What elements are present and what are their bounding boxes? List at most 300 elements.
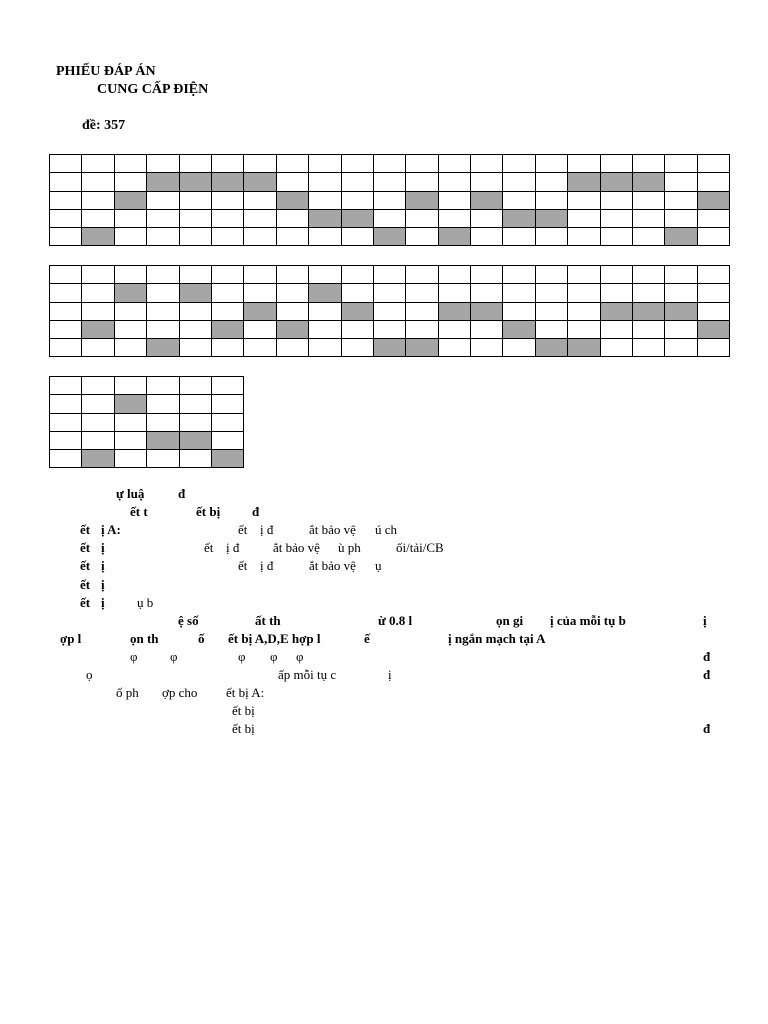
answer-cell [114,320,146,338]
answer-cell [373,155,405,173]
answer-cell-marked [633,302,665,320]
answer-cell [438,266,470,284]
answer-cell [373,173,405,191]
answer-cell [568,266,600,284]
answer-cell [82,155,114,173]
answer-cell [373,320,405,338]
answer-cell [438,173,470,191]
answer-cell [82,284,114,302]
answer-cell [341,284,373,302]
essay-line [0,703,768,719]
essay-text-fragment: φ [170,648,178,664]
answer-cell-marked [438,302,470,320]
answer-cell [600,228,632,246]
essay-line [0,667,768,683]
essay-text-fragment: ọn gi [496,612,524,628]
grid-row [50,395,244,413]
answer-cell [633,339,665,357]
essay-text-fragment: ị [101,576,105,592]
essay-text-fragment: ết [80,576,91,592]
answer-cell [211,395,243,413]
answer-cell [309,191,341,209]
answer-cell-marked [503,209,535,227]
essay-text-fragment: đ [178,486,186,501]
answer-cell [50,228,82,246]
answer-cell [406,155,438,173]
answer-cell-marked [600,302,632,320]
answer-cell [82,191,114,209]
essay-text-fragment: ết [238,558,248,574]
essay-text-fragment: ết bị [232,703,255,719]
answer-cell [147,302,179,320]
answer-cell [471,320,503,338]
essay-line [0,595,768,611]
essay-text-fragment: ết bị [196,504,221,520]
answer-cell [471,284,503,302]
answer-cell [373,302,405,320]
answer-cell [406,266,438,284]
answer-cell [211,191,243,209]
essay-text-fragment: ết bị A: [226,685,265,701]
essay-text-fragment: ị của mỗi tụ b [550,612,626,628]
answer-cell [341,339,373,357]
answer-cell [600,284,632,302]
answer-cell [244,266,276,284]
answer-cell [147,155,179,173]
essay-text-fragment: ị A: [101,522,121,538]
answer-cell [503,228,535,246]
answer-cell [535,228,567,246]
answer-cell [503,302,535,320]
essay-text-fragment: ết [238,522,248,538]
answer-cell [503,191,535,209]
answer-cell [600,266,632,284]
answer-cell [147,413,179,431]
answer-cell [114,155,146,173]
grid-row [50,173,730,191]
essay-line [0,721,768,737]
grid-row [50,413,244,431]
answer-cell [665,339,697,357]
answer-cell [341,228,373,246]
answer-cell [114,228,146,246]
answer-cell [276,266,308,284]
answer-cell [50,377,82,395]
answer-cell [179,413,211,431]
answer-cell [179,228,211,246]
answer-cell [406,302,438,320]
answer-cell-marked [665,302,697,320]
answer-cell [471,209,503,227]
answer-cell [114,302,146,320]
answer-cell [471,339,503,357]
answer-cell [373,284,405,302]
answer-cell [697,228,729,246]
essay-text-fragment: ù ph [338,540,361,556]
answer-cell [568,209,600,227]
answer-cell [244,209,276,227]
answer-cell [276,302,308,320]
answer-cell [373,191,405,209]
essay-text-fragment: ết [204,540,214,556]
grid-row [50,302,730,320]
answer-cell [50,431,82,449]
essay-text-fragment: ắt bảo vệ [273,540,320,556]
grid-row [50,431,244,449]
essay-text-fragment: ị [101,594,105,610]
answer-cell [147,266,179,284]
essay-text-fragment: φ [130,648,138,664]
answer-cell [211,266,243,284]
essay-text-fragment: đ [252,504,260,520]
answer-cell [633,191,665,209]
answer-cell [568,155,600,173]
answer-cell [600,320,632,338]
answer-cell [211,431,243,449]
essay-text-fragment: ụ b [137,594,154,610]
answer-cell [179,320,211,338]
grid-row [50,320,730,338]
answer-cell-marked [568,339,600,357]
answer-cell [50,266,82,284]
essay-text-fragment: ấp mỗi tụ c [278,667,337,682]
essay-text-fragment: ị đ [260,522,274,538]
answer-cell [82,377,114,395]
answer-cell [471,266,503,284]
essay-text-fragment: ết bị [232,721,255,737]
answer-cell-marked [309,284,341,302]
answer-cell [341,173,373,191]
answer-cell [665,284,697,302]
answer-cell [503,284,535,302]
answer-cell-marked [535,339,567,357]
answer-cell [438,191,470,209]
answer-cell-marked [406,191,438,209]
answer-cell [50,155,82,173]
answer-cell [503,266,535,284]
answer-cell-marked [697,191,729,209]
answer-cell [633,155,665,173]
answer-cell-marked [244,173,276,191]
answer-cell [179,395,211,413]
answer-cell [309,228,341,246]
answer-cell [633,266,665,284]
answer-cell-marked [568,173,600,191]
answer-cell [276,209,308,227]
answer-cell [373,266,405,284]
answer-cell [114,266,146,284]
answer-cell [114,377,146,395]
answer-cell [147,395,179,413]
answer-cell [665,191,697,209]
answer-cell [211,155,243,173]
grid-row [50,284,730,302]
essay-text-fragment: ụ [375,558,382,574]
grid-row [50,339,730,357]
answer-cell [600,339,632,357]
answer-cell [211,377,243,395]
answer-cell [50,413,82,431]
essay-line [0,540,768,556]
answer-cell [406,173,438,191]
answer-cell [114,173,146,191]
answer-cell [535,155,567,173]
answer-cell [438,284,470,302]
answer-cell [535,191,567,209]
essay-text-fragment: ị [101,558,105,574]
answer-cell-marked [309,209,341,227]
answer-cell-marked [697,320,729,338]
answer-cell-marked [373,228,405,246]
essay-line [0,685,768,701]
essay-text-fragment: ố [198,630,205,646]
answer-cell-marked [147,431,179,449]
answer-cell [309,266,341,284]
essay-text-fragment: φ [238,648,246,664]
answer-cell [82,173,114,191]
answer-cell-marked [211,450,243,468]
essay-text-fragment: ọ [86,667,93,682]
answer-cell-marked [114,284,146,302]
answer-cell [244,339,276,357]
essay-line [0,504,768,520]
answer-cell-marked [471,191,503,209]
answer-cell [665,209,697,227]
answer-cell [535,320,567,338]
subject-title: CUNG CẤP ĐIỆN [97,82,209,97]
essay-line [0,649,768,665]
answer-cell [114,431,146,449]
answer-cell-marked [179,431,211,449]
answer-cell [82,209,114,227]
answer-cell [179,377,211,395]
essay-line [0,613,768,629]
answer-cell [50,320,82,338]
essay-text-fragment: đ [703,721,711,737]
essay-text-fragment: ị [703,612,707,628]
essay-text-fragment: ết [80,522,91,538]
essay-line [0,631,768,647]
answer-cell [341,191,373,209]
answer-cell-marked [633,173,665,191]
answer-cell [147,320,179,338]
answer-cell-marked [179,173,211,191]
answer-cell [309,173,341,191]
answer-cell [503,155,535,173]
answer-cell [568,302,600,320]
answer-cell [50,209,82,227]
answer-cell [244,284,276,302]
answer-cell-marked [276,191,308,209]
essay-text-fragment: ú ch [375,522,398,538]
essay-text-fragment: ệ số [178,612,199,628]
answer-cell [568,191,600,209]
answer-cell [373,209,405,227]
answer-cell-marked [82,450,114,468]
answer-cell [50,302,82,320]
answer-cell [276,173,308,191]
essay-text-fragment: ị [388,667,392,682]
answer-cell [568,284,600,302]
essay-text-fragment: ết [80,540,91,556]
answer-cell [535,284,567,302]
answer-cell [211,302,243,320]
answer-cell [600,209,632,227]
answer-cell [147,450,179,468]
answer-cell [179,209,211,227]
answer-cell [147,228,179,246]
answer-cell-marked [438,228,470,246]
answer-cell [633,209,665,227]
answer-cell [50,173,82,191]
answer-cell [665,320,697,338]
answer-cell [438,320,470,338]
answer-cell [406,228,438,246]
essay-text-fragment: ợp cho [162,685,198,701]
answer-cell [600,155,632,173]
answer-cell [697,173,729,191]
answer-cell [406,320,438,338]
answer-cell [568,228,600,246]
answer-cell [309,339,341,357]
answer-cell [341,155,373,173]
answer-cell [438,209,470,227]
answer-cell [276,339,308,357]
essay-text-fragment: ừ 0.8 l [378,612,413,628]
answer-cell [147,191,179,209]
essay-line [0,577,768,593]
exam-code: đề: 357 [82,118,126,133]
answer-cell-marked [147,339,179,357]
essay-text-fragment: ết t [130,504,148,520]
essay-text-fragment: ị [101,540,105,556]
answer-cell [665,173,697,191]
answer-cell [211,339,243,357]
answer-cell [211,413,243,431]
essay-text-fragment: ết bị A,D,E hợp l [228,630,321,646]
answer-cell-marked [147,173,179,191]
answer-cell [244,191,276,209]
answer-cell [665,266,697,284]
answer-cell-marked [406,339,438,357]
answer-cell [82,431,114,449]
answer-cell [82,302,114,320]
answer-cell-marked [665,228,697,246]
essay-text-fragment: ết [80,594,91,610]
answer-cell [179,191,211,209]
answer-cell [276,228,308,246]
answer-cell-marked [114,395,146,413]
answer-cell-marked [341,209,373,227]
answer-grid-2 [49,265,730,357]
essay-text-fragment: ự luậ [116,486,145,501]
grid-row [50,191,730,209]
answer-cell [309,320,341,338]
answer-cell-marked [82,320,114,338]
answer-cell-marked [179,284,211,302]
answer-cell [309,155,341,173]
answer-cell [341,266,373,284]
essay-text-fragment: ị đ [226,540,240,556]
essay-text-fragment: ợp l [60,630,82,646]
grid-row [50,450,244,468]
sheet-title: PHIẾU ĐÁP ÁN [56,64,156,79]
answer-cell-marked [600,173,632,191]
essay-line [0,486,768,502]
answer-cell [50,339,82,357]
answer-cell-marked [244,302,276,320]
answer-cell [406,209,438,227]
answer-cell [179,450,211,468]
answer-cell [697,266,729,284]
answer-cell [633,320,665,338]
answer-cell [50,284,82,302]
answer-cell [633,284,665,302]
grid-row [50,377,244,395]
answer-cell [471,228,503,246]
answer-cell [50,191,82,209]
answer-cell-marked [211,173,243,191]
answer-cell-marked [82,228,114,246]
essay-text-fragment: đ [703,648,711,664]
essay-text-fragment: ối/tải/CB [396,540,444,556]
answer-cell [82,413,114,431]
answer-cell [114,339,146,357]
answer-cell [276,155,308,173]
answer-cell [697,302,729,320]
essay-text-fragment: ị đ [260,558,274,574]
answer-cell-marked [114,191,146,209]
answer-cell [147,284,179,302]
answer-cell [114,450,146,468]
answer-grid-3 [49,376,244,468]
essay-text-fragment: ị ngắn mạch tại A [448,630,546,646]
answer-cell [244,228,276,246]
answer-cell [406,284,438,302]
answer-cell [471,155,503,173]
answer-cell-marked [373,339,405,357]
answer-cell [179,266,211,284]
essay-text-fragment: ất th [255,612,281,628]
essay-text-fragment: ết [80,558,91,574]
essay-line [0,522,768,538]
answer-cell [697,339,729,357]
answer-cell [211,228,243,246]
answer-cell [471,173,503,191]
essay-text-fragment: ọn th [130,630,159,646]
essay-line [0,558,768,574]
answer-cell [665,155,697,173]
answer-cell [82,266,114,284]
essay-text-fragment: ế [364,630,370,646]
essay-text-fragment: φ [270,648,278,664]
answer-cell [50,395,82,413]
grid-row [50,209,730,227]
answer-cell [82,339,114,357]
answer-cell [114,413,146,431]
grid-row [50,155,730,173]
answer-cell [535,302,567,320]
answer-cell-marked [211,320,243,338]
answer-cell [697,155,729,173]
answer-cell [568,320,600,338]
answer-cell [535,266,567,284]
answer-cell [697,284,729,302]
answer-cell-marked [535,209,567,227]
answer-cell [438,155,470,173]
answer-cell [276,284,308,302]
answer-cell [147,209,179,227]
